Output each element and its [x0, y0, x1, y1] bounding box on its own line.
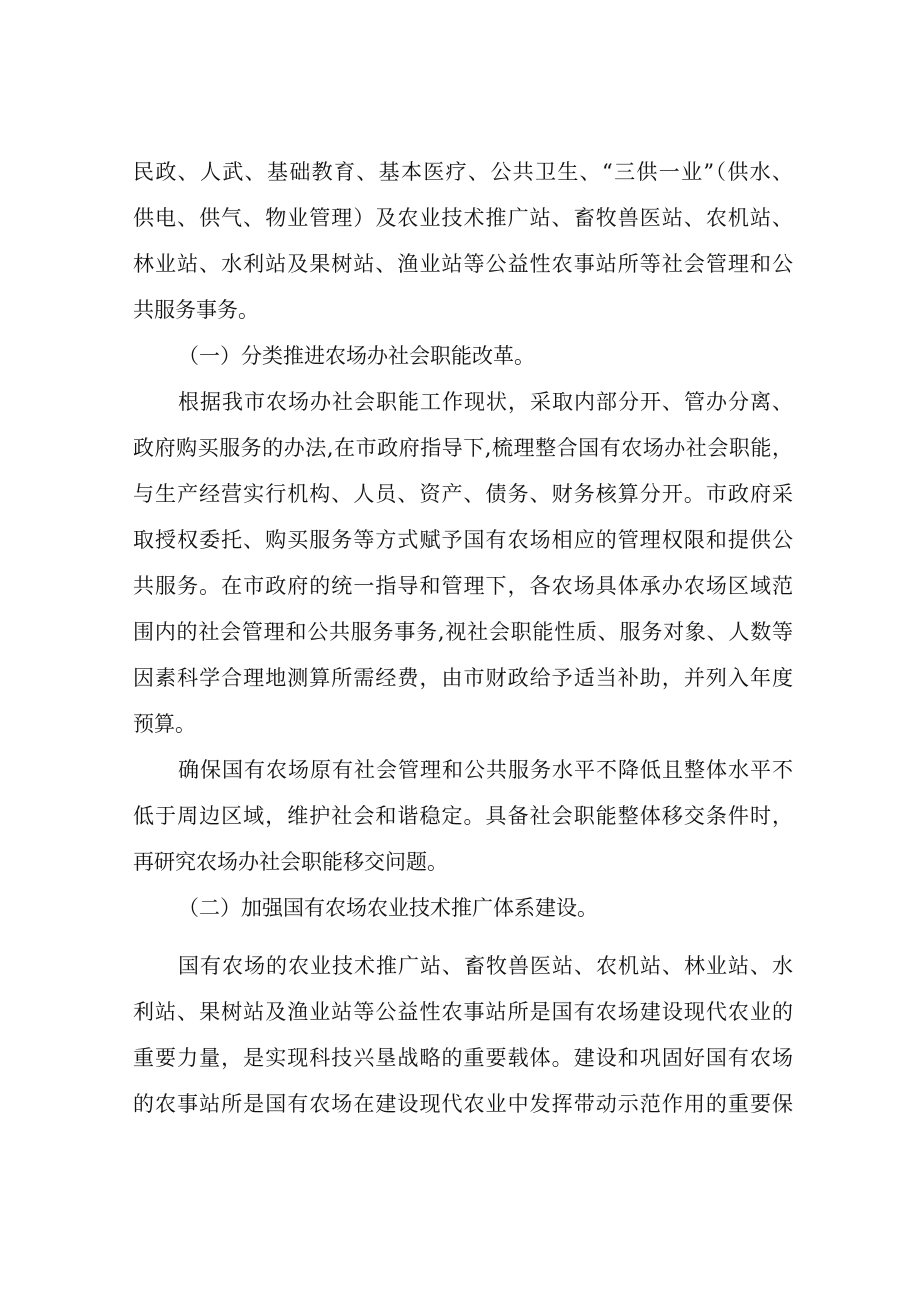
- paragraph-line: 取授权委托、购买服务等方式赋予国有农场相应的管理权限和提供公: [133, 528, 793, 552]
- section-heading: （二）加强国有农场农业技术推广体系建设。: [178, 896, 598, 920]
- section-heading: （一）分类推进农场办社会职能改革。: [178, 344, 535, 368]
- paragraph-line: 因素科学合理地测算所需经费，由市财政给予适当补助，并列入年度: [133, 666, 793, 690]
- paragraph-line: 政府购买服务的办法,在市政府指导下,梳理整合国有农场办社会职能，: [133, 436, 793, 460]
- paragraph-line: 国有农场的农业技术推广站、畜牧兽医站、农机站、林业站、水: [178, 954, 793, 978]
- paragraph-line: 林业站、水利站及果树站、渔业站等公益性农事站所等社会管理和公: [133, 252, 793, 276]
- paragraph-line: 民政、人武、基础教育、基本医疗、公共卫生、“三供一业”（供水、: [133, 160, 793, 184]
- paragraph-line: 的农事站所是国有农场在建设现代农业中发挥带动示范作用的重要保: [133, 1092, 793, 1116]
- paragraph-line: 利站、果树站及渔业站等公益性农事站所是国有农场建设现代农业的: [133, 1000, 793, 1024]
- paragraph-line: 围内的社会管理和公共服务事务,视社会职能性质、服务对象、人数等: [133, 620, 793, 644]
- paragraph-line: 与生产经营实行机构、人员、资产、债务、财务核算分开。市政府采: [133, 482, 793, 506]
- paragraph-line: 低于周边区域，维护社会和谐稳定。具备社会职能整体移交条件时，: [133, 804, 793, 828]
- paragraph-line: 预算。: [133, 712, 196, 736]
- paragraph-line: 确保国有农场原有社会管理和公共服务水平不降低且整体水平不: [178, 758, 793, 782]
- paragraph-line: 重要力量，是实现科技兴垦战略的重要载体。建设和巩固好国有农场: [133, 1046, 793, 1070]
- paragraph-line: 再研究农场办社会职能移交问题。: [133, 850, 448, 874]
- paragraph-line: 供电、供气、物业管理）及农业技术推广站、畜牧兽医站、农机站、: [133, 206, 793, 230]
- paragraph-line: 共服务事务。: [133, 298, 259, 322]
- paragraph-line: 根据我市农场办社会职能工作现状，采取内部分开、管办分离、: [178, 390, 793, 414]
- paragraph-line: 共服务。在市政府的统一指导和管理下，各农场具体承办农场区域范: [133, 574, 793, 598]
